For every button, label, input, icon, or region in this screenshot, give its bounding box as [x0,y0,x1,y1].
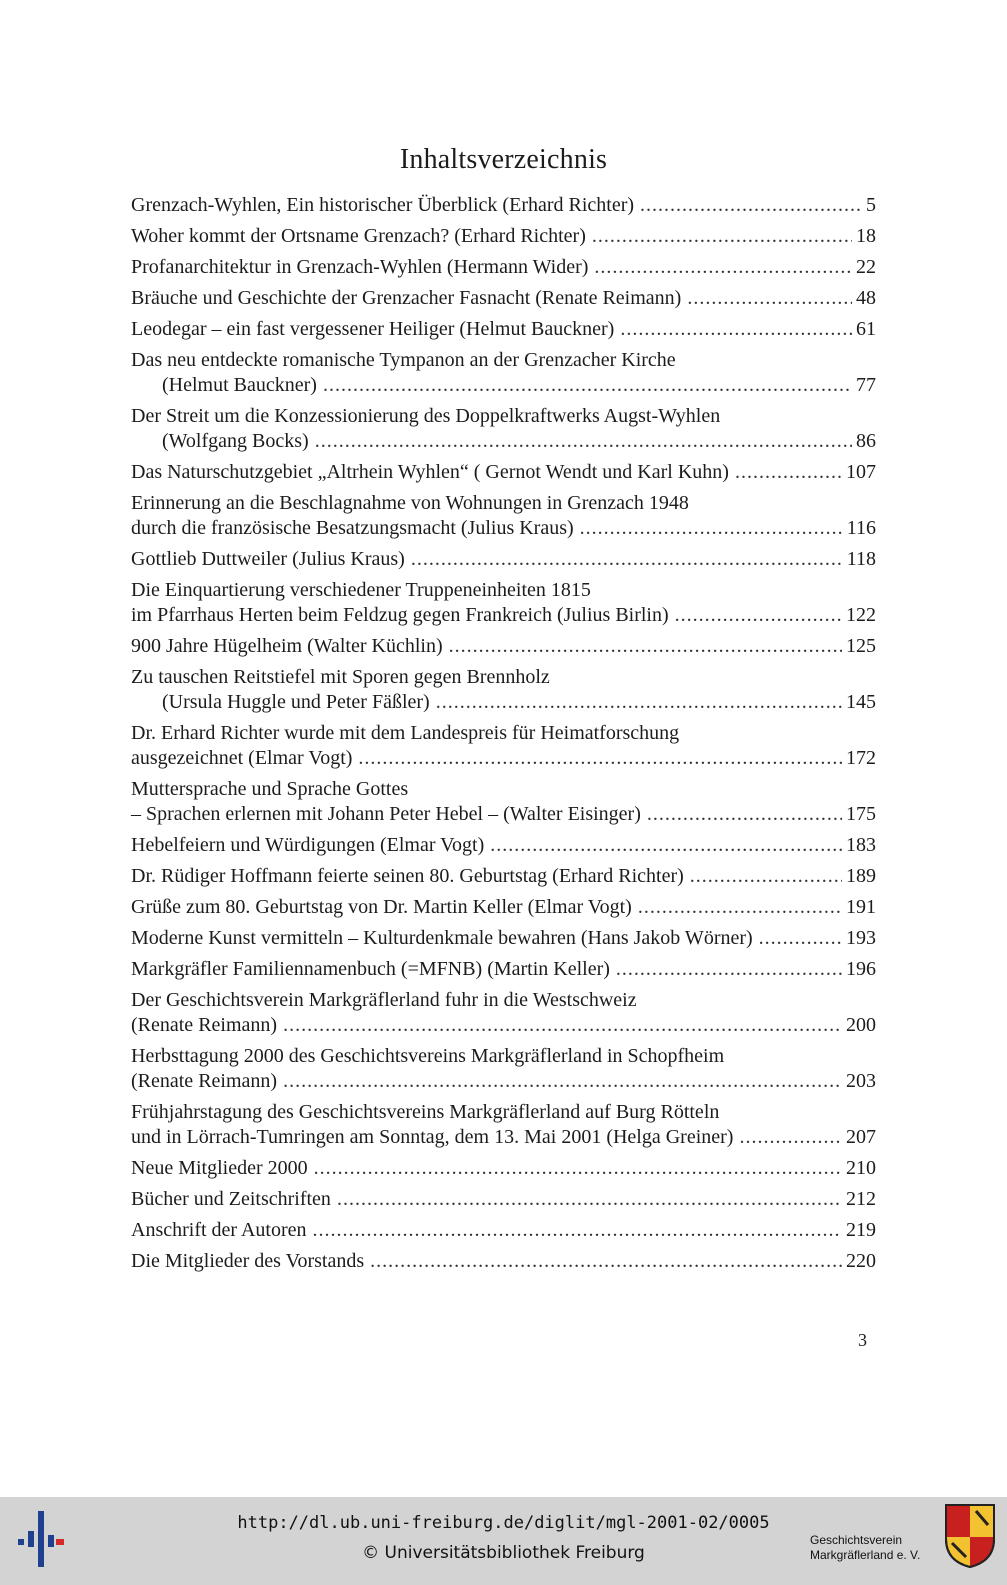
toc-line [131,348,876,373]
toc-page-number: 77 [856,374,876,396]
toc-entry-title: Moderne Kunst vermitteln – Kulturdenkmale bewahren (Hans Jakob Wörner) [131,927,753,949]
toc-leader-dots [490,833,842,858]
toc-entry-title: Grüße zum 80. Geburtstag von Dr. Martin Keller (Elmar Vogt) [131,896,632,918]
toc-line [131,864,876,889]
toc-leader-dots [358,746,842,771]
toc-entry-title: Zu tauschen Reitstiefel mit Sporen gegen Brennholz [131,666,550,688]
toc-leader-dots [283,1013,842,1038]
toc-entry-title: ausgezeichnet (Elmar Vogt) [131,747,353,769]
toc-leader-dots [337,1187,842,1212]
toc-entry [131,777,876,827]
toc-line [131,460,876,485]
toc-line [131,1100,876,1125]
toc-entry-title: Erinnerung an die Beschlagnahme von Wohnungen in Grenzach 1948 [131,492,689,514]
toc-line [131,690,876,715]
page-number: 3 [858,1330,867,1350]
toc-leader-dots [616,957,842,982]
toc-leader-dots [436,690,842,715]
toc-line [131,1044,876,1069]
toc-leader-dots [647,802,842,827]
toc-leader-dots [283,1069,842,1094]
toc-page-number: 220 [846,1250,876,1272]
toc-page-number: 207 [846,1126,876,1148]
toc-entry [131,926,876,951]
toc-leader-dots [690,864,842,889]
page-title: Inhaltsverzeichnis [399,144,608,175]
toc-entry [131,317,876,342]
society-crest-icon [944,1503,996,1569]
society-name-line2: Markgräflerland e. V. [810,1548,921,1562]
toc-line [131,1013,876,1038]
toc-entry-title: Gottlieb Duttweiler (Julius Kraus) [131,548,405,570]
toc-line [131,926,876,951]
toc-line [131,895,876,920]
toc-page-number: 189 [846,865,876,887]
toc-entry-title: Das Naturschutzgebiet „Altrhein Wyhlen“ ( Gernot Wendt und Karl Kuhn) [131,461,729,483]
toc-page-number: 22 [856,256,876,278]
toc-entry-title: (Renate Reimann) [131,1014,278,1036]
toc-entry-title: Der Streit um die Konzessionierung des Doppelkraftwerks Augst-Wyhlen [131,405,721,427]
toc-entry [131,404,876,454]
toc-entry [131,348,876,398]
toc-leader-dots [638,895,842,920]
toc-leader-dots [620,317,852,342]
toc-leader-dots [675,603,842,628]
toc-entry-title: Dr. Rüdiger Hoffmann feierte seinen 80. Geburtstag (Erhard Richter) [131,865,684,887]
toc-page-number: 172 [846,747,876,769]
toc-line [131,665,876,690]
toc-entry-title: Die Mitglieder des Vorstands [131,1250,365,1272]
toc-entry [131,491,876,541]
toc-entry-title: Frühjahrstagung des Geschichtsvereins Markgräflerland auf Burg Rötteln [131,1101,720,1123]
toc-entry-title: Die Einquartierung verschiedener Truppeneinheiten 1815 [131,579,591,601]
toc-line [131,988,876,1013]
toc-page-number: 219 [846,1219,876,1241]
toc-entry-title: Der Geschichtsverein Markgräflerland fuhr in die Westschweiz [131,989,637,1011]
toc-line [131,491,876,516]
toc-entry [131,1187,876,1212]
toc-line [131,1187,876,1212]
toc-line [131,721,876,746]
toc-page-number: 86 [856,430,876,452]
toc-entry [131,1100,876,1150]
toc-leader-dots [314,1156,842,1181]
toc-page-number: 122 [846,604,876,626]
toc-line [131,547,876,572]
toc-entry-title: (Renate Reimann) [131,1070,278,1092]
toc-entry-title: Markgräfler Familiennamenbuch (=MFNB) (Martin Keller) [131,958,610,980]
toc-line [131,603,876,628]
toc-entry-title: 900 Jahre Hügelheim (Walter Küchlin) [131,635,443,657]
table-of-contents [131,193,876,1280]
toc-line [131,746,876,771]
toc-page-number: 210 [846,1157,876,1179]
toc-entry [131,255,876,280]
toc-entry-title: Herbsttagung 2000 des Geschichtsvereins Markgräflerland in Schopfheim [131,1045,725,1067]
toc-leader-dots [580,516,843,541]
toc-entry [131,578,876,628]
toc-entry [131,721,876,771]
toc-entry-title: im Pfarrhaus Herten beim Feldzug gegen Frankreich (Julius Birlin) [131,604,669,626]
toc-entry-title: Hebelfeiern und Würdigungen (Elmar Vogt) [131,834,485,856]
toc-page-number: 107 [846,461,876,483]
toc-page-number: 193 [846,927,876,949]
toc-entry [131,864,876,889]
toc-entry [131,634,876,659]
toc-page-number: 5 [866,194,876,216]
toc-entry-title: Neue Mitglieder 2000 [131,1157,308,1179]
toc-entry [131,988,876,1038]
society-name [810,1533,920,1563]
toc-entry-title: Dr. Erhard Richter wurde mit dem Landespreis für Heimatforschung [131,722,680,744]
toc-line [131,802,876,827]
toc-entry-title: Profanarchitektur in Grenzach-Wyhlen (Hermann Wider) [131,256,589,278]
toc-leader-dots [313,1218,842,1243]
toc-line [131,404,876,429]
toc-entry [131,1156,876,1181]
toc-page-number: 145 [846,691,876,713]
toc-leader-dots [640,193,862,218]
toc-line [131,1125,876,1150]
toc-leader-dots [370,1249,842,1274]
society-name-line1: Geschichtsverein [810,1533,903,1547]
toc-page-number: 203 [846,1070,876,1092]
toc-page-number: 175 [846,803,876,825]
toc-line [131,429,876,454]
toc-line [131,193,876,218]
toc-page-number: 18 [856,225,876,247]
toc-line [131,833,876,858]
copyright-text: © Universitätsbibliothek Freiburg [362,1543,645,1563]
toc-entry-title: Leodegar – ein fast vergessener Heiliger (Helmut Bauckner) [131,318,615,340]
toc-page-number: 196 [846,958,876,980]
toc-page-number: 212 [846,1188,876,1210]
toc-entry [131,833,876,858]
toc-page-number: 183 [846,834,876,856]
toc-entry-title: und in Lörrach-Tumringen am Sonntag, dem 13. Mai 2001 (Helga Greiner) [131,1126,734,1148]
toc-entry-title: Bräuche und Geschichte der Grenzacher Fasnacht (Renate Reimann) [131,287,682,309]
toc-leader-dots [759,926,842,951]
toc-page-number: 118 [846,548,876,570]
toc-page-number: 61 [856,318,876,340]
toc-line [131,957,876,982]
toc-line [131,777,876,802]
toc-line [131,634,876,659]
toc-entry [131,286,876,311]
toc-line [131,1218,876,1243]
toc-entry-title: – Sprachen erlernen mit Johann Peter Hebel – (Walter Eisinger) [131,803,641,825]
toc-entry-title: Anschrift der Autoren [131,1219,307,1241]
toc-leader-dots [735,460,842,485]
toc-leader-dots [449,634,842,659]
toc-entry [131,193,876,218]
toc-page-number: 191 [846,896,876,918]
toc-entry [131,1044,876,1094]
toc-line [131,1249,876,1274]
toc-line [131,224,876,249]
toc-entry [131,1249,876,1274]
source-url-link[interactable]: http://dl.ub.uni-freiburg.de/diglit/mgl-2001-02/0005 [237,1513,770,1533]
toc-entry-title: Woher kommt der Ortsname Grenzach? (Erhard Richter) [131,225,586,247]
toc-line [131,578,876,603]
toc-leader-dots [315,429,852,454]
footer-bar [0,1497,1007,1585]
toc-page-number: 116 [846,517,876,539]
toc-entry-title: (Wolfgang Bocks) [162,430,309,452]
toc-line [131,317,876,342]
toc-line [131,255,876,280]
toc-line [131,516,876,541]
toc-entry-title: (Ursula Huggle und Peter Fäßler) [162,691,430,713]
toc-leader-dots [739,1125,842,1150]
toc-entry [131,957,876,982]
toc-leader-dots [323,373,852,398]
toc-line [131,1156,876,1181]
toc-leader-dots [592,224,852,249]
toc-entry [131,1218,876,1243]
toc-line [131,373,876,398]
toc-page-number: 125 [846,635,876,657]
toc-entry [131,460,876,485]
toc-page-number: 48 [856,287,876,309]
toc-entry-title: Grenzach-Wyhlen, Ein historischer Überblick (Erhard Richter) [131,194,635,216]
toc-line [131,1069,876,1094]
toc-entry [131,895,876,920]
toc-entry-title: durch die französische Besatzungsmacht (Julius Kraus) [131,517,574,539]
toc-line [131,286,876,311]
toc-entry-title: Bücher und Zeitschriften [131,1188,331,1210]
toc-entry-title: (Helmut Bauckner) [162,374,317,396]
toc-entry-title: Das neu entdeckte romanische Tympanon an der Grenzacher Kirche [131,349,676,371]
toc-entry [131,224,876,249]
toc-page-number: 200 [846,1014,876,1036]
toc-leader-dots [594,255,852,280]
toc-entry [131,665,876,715]
toc-entry [131,547,876,572]
toc-entry-title: Muttersprache und Sprache Gottes [131,778,409,800]
toc-leader-dots [411,547,843,572]
toc-leader-dots [687,286,852,311]
